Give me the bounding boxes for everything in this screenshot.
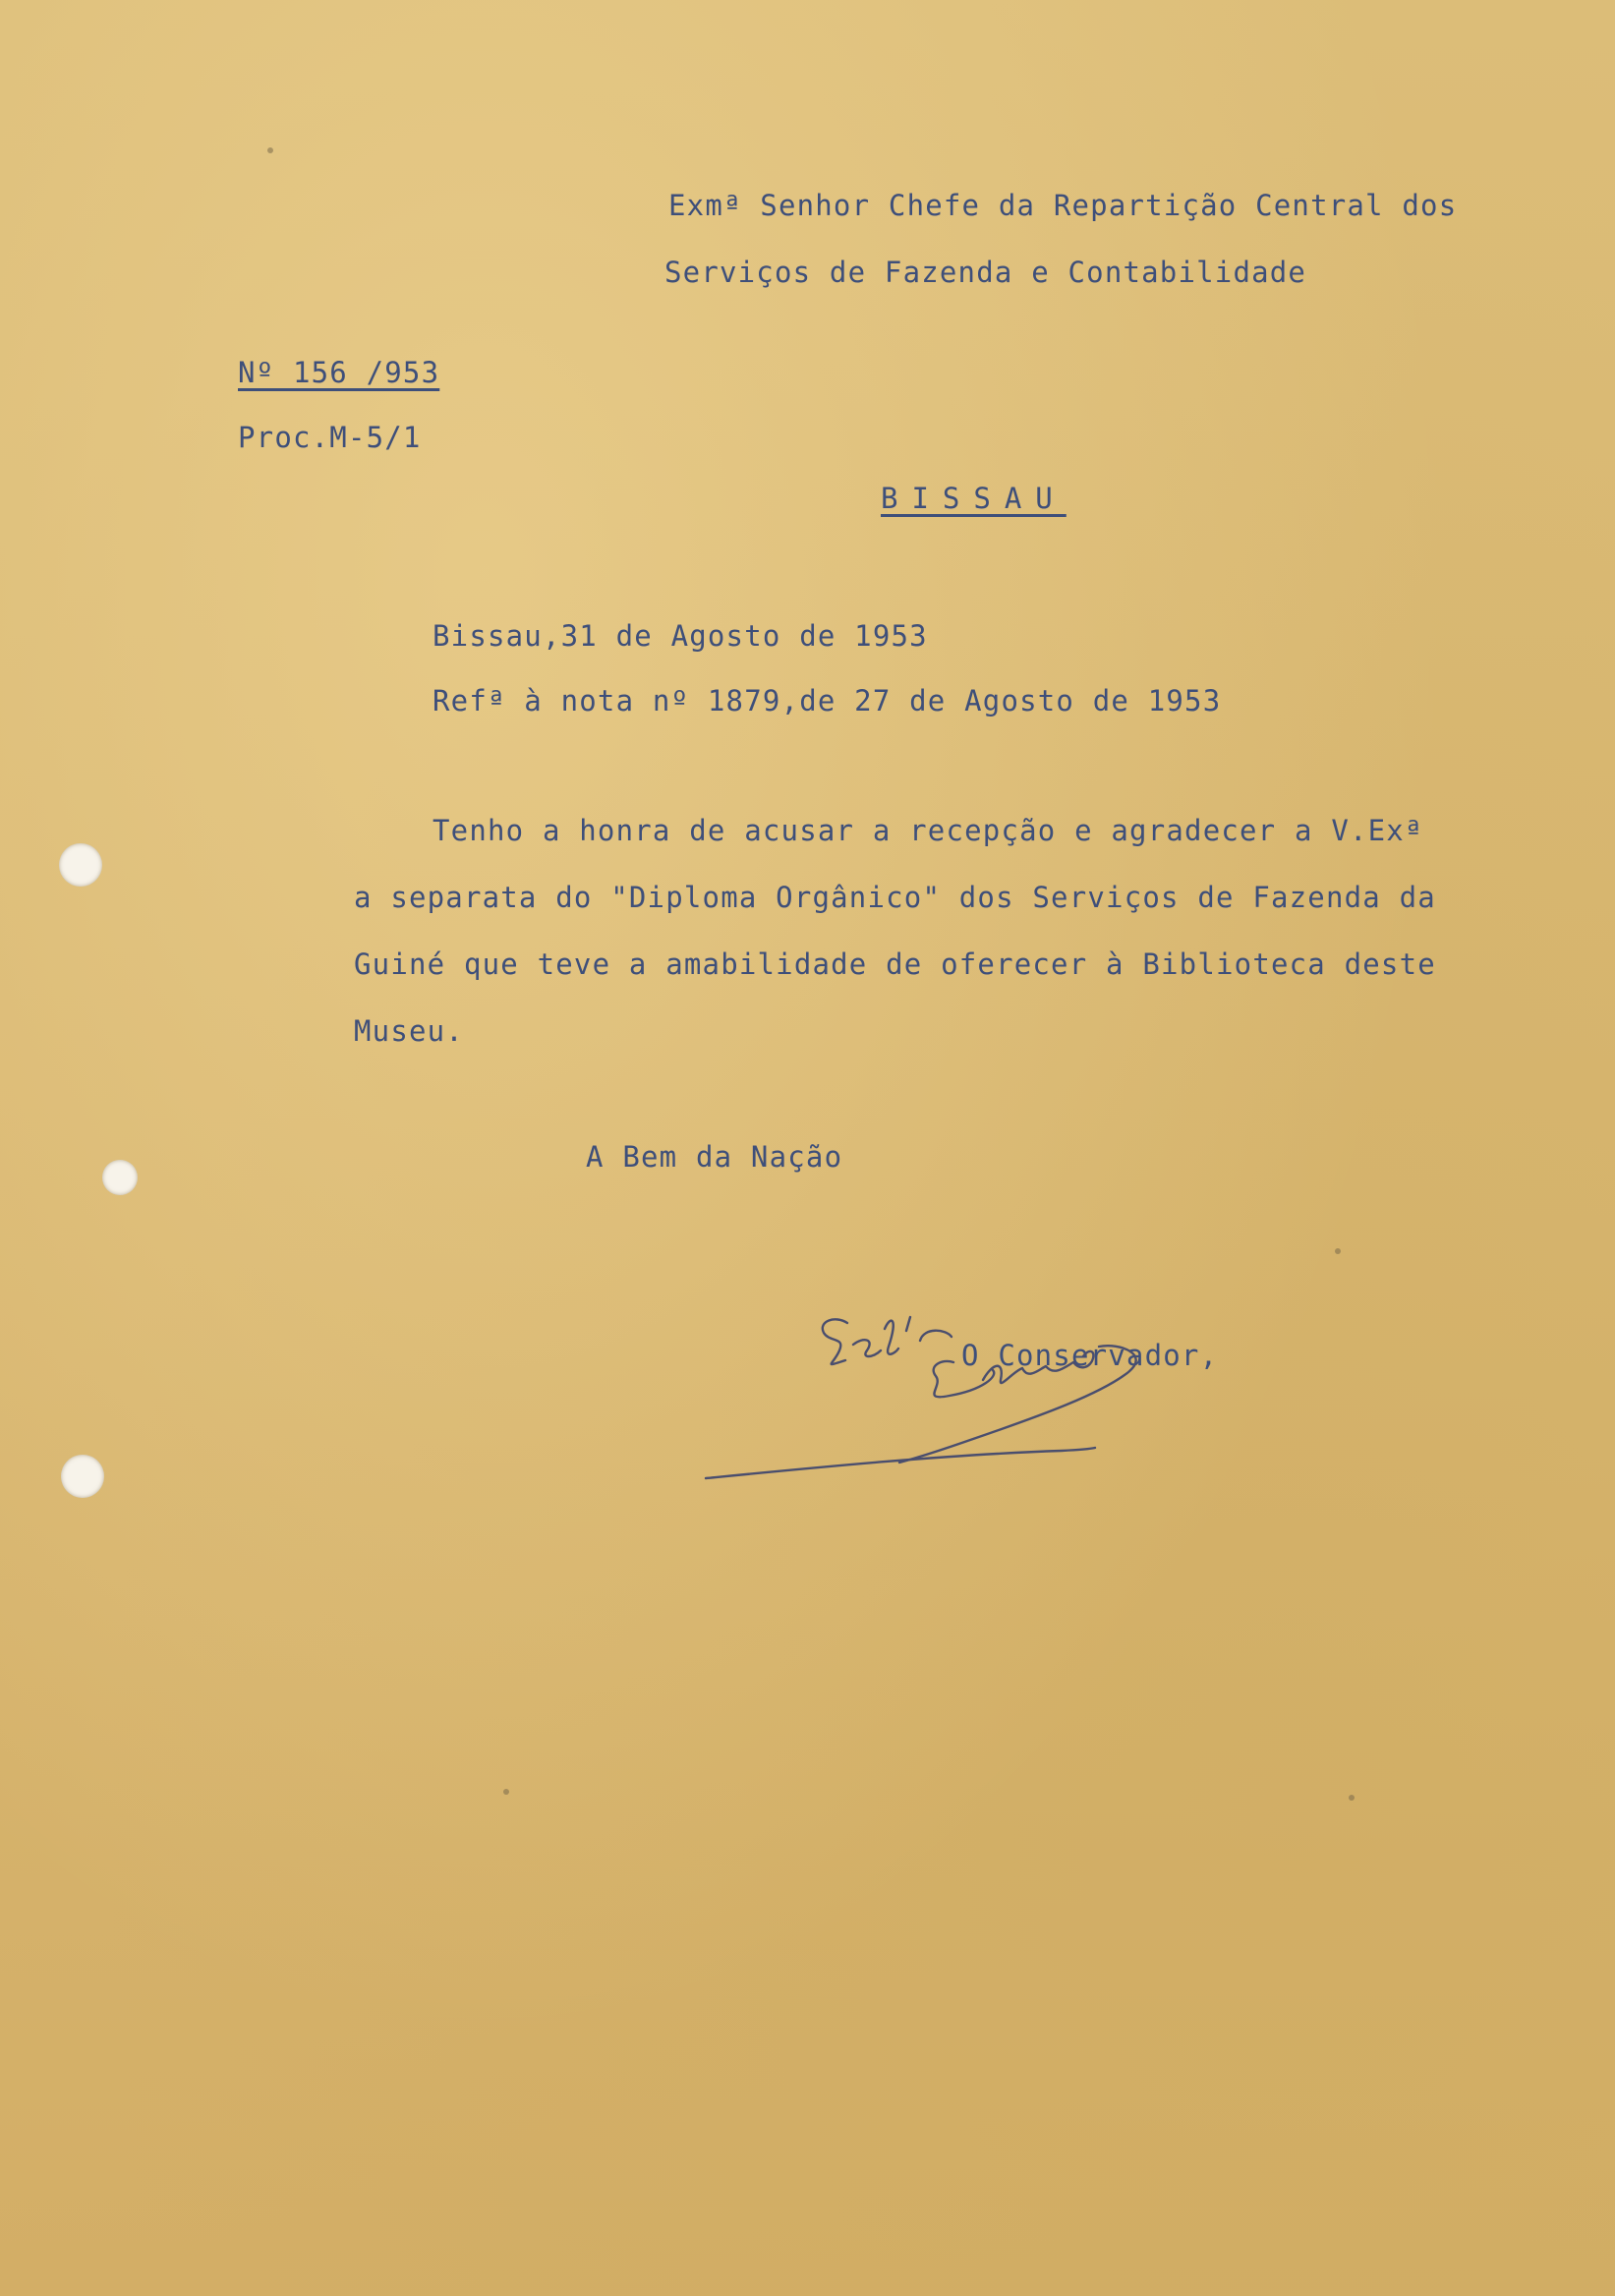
paper-speck [503, 1789, 509, 1795]
body-line-4: Museu. [354, 1014, 464, 1048]
handwritten-signature [688, 1307, 1239, 1563]
date-line: Bissau,31 de Agosto de 1953 [433, 619, 928, 653]
addressee-line-2: Serviços de Fazenda e Contabilidade [664, 256, 1307, 289]
punch-hole-bottom [61, 1455, 104, 1498]
addressee-line-1: Exmª Senhor Chefe da Repartição Central dos [668, 189, 1458, 222]
paper-speck [267, 147, 273, 153]
body-line-1: Tenho a honra de acusar a recepção e agradecer a V.Exª [433, 814, 1423, 847]
reference-number: Nº 156 /953 [238, 356, 440, 389]
paper-speck [1349, 1795, 1355, 1801]
body-line-2: a separata do "Diploma Orgânico" dos Serviços de Fazenda da [354, 881, 1436, 914]
process-code: Proc.M-5/1 [238, 421, 422, 454]
destination-heading: BISSAU [881, 482, 1067, 515]
punch-hole-top [59, 843, 102, 887]
signature-title: O Conservador, [961, 1339, 1219, 1372]
punch-hole-middle [102, 1160, 138, 1195]
reference-note-line: Refª à nota nº 1879,de 27 de Agosto de 1953 [433, 684, 1222, 718]
body-line-3: Guiné que teve a amabilidade de oferecer à Biblioteca deste [354, 947, 1436, 981]
closing-line: A Bem da Nação [586, 1140, 843, 1174]
paper-speck [1335, 1248, 1341, 1254]
